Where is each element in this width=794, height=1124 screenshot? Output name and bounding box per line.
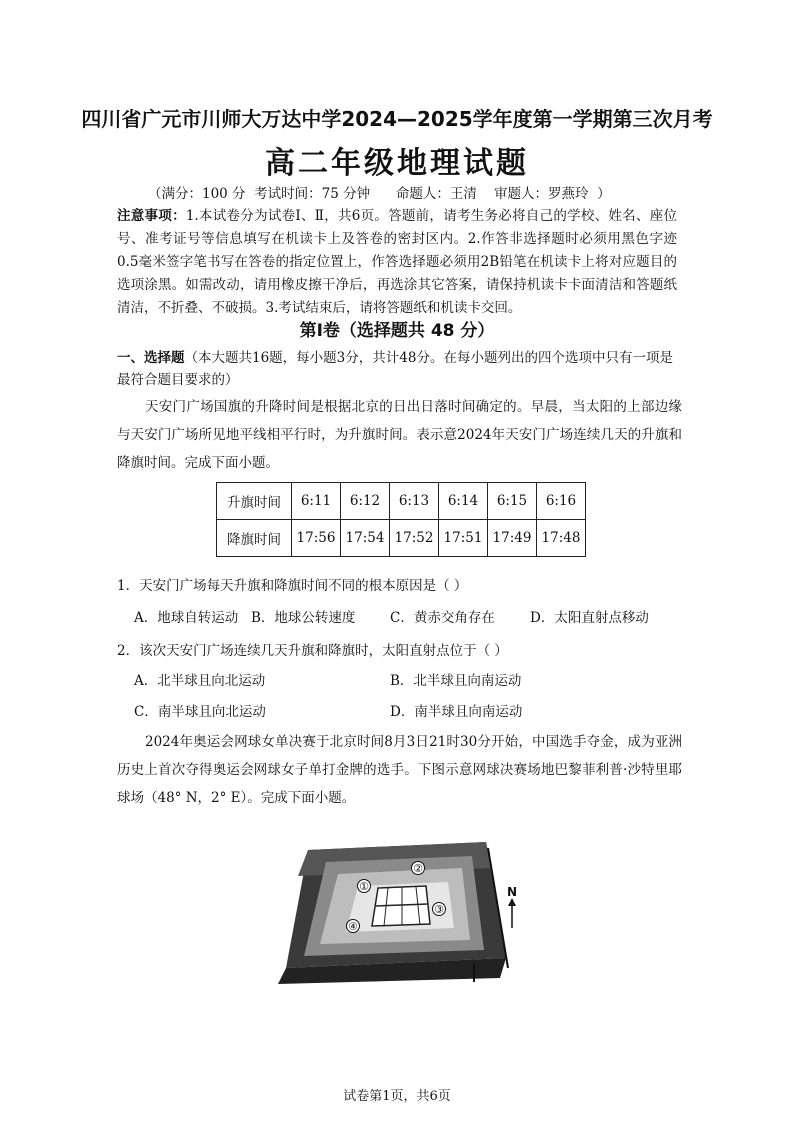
table-row xyxy=(217,483,586,520)
marker-2 xyxy=(412,862,425,876)
north-arrow-icon xyxy=(507,885,517,928)
question-2-option-b[interactable]: B．北半球且向南运动 xyxy=(390,673,522,689)
svg-text:②: ② xyxy=(413,862,423,875)
table-cell: 6:12 xyxy=(341,483,390,520)
question-1-option-c[interactable]: C．黄赤交角存在 xyxy=(390,610,495,626)
flag-time-table xyxy=(216,482,586,557)
intro-label: 一、选择题 xyxy=(117,350,185,366)
table-cell: 6:11 xyxy=(292,483,341,520)
exam-title: 高二年级地理试题 xyxy=(265,146,529,181)
school-title: 四川省广元市川师大万达中学2024—2025学年度第一学期第三次月考 xyxy=(81,107,713,131)
notice-label: 注意事项： xyxy=(117,208,186,224)
question-1-option-b[interactable]: B．地球公转速度 xyxy=(251,610,356,626)
question-1-stem: 1．天安门广场每天升旗和降旗时间不同的根本原因是（ ） xyxy=(117,578,468,594)
question-2-option-a[interactable]: A．北半球且向北运动 xyxy=(134,673,266,689)
table-cell: 17:52 xyxy=(390,520,439,557)
table-cell: 6:13 xyxy=(390,483,439,520)
marker-3 xyxy=(433,903,446,917)
stadium-illustration xyxy=(268,828,538,988)
intro-text: （本大题共16题，每小题3分，共计48分。在每小题列出的四个选项中只有一项是最符合题目要求的） xyxy=(117,350,673,388)
question-2-option-c[interactable]: C．南半球且向北运动 xyxy=(134,704,266,720)
marker-4 xyxy=(347,920,360,934)
passage-tennis: 2024年奥运会网球女单决赛于北京时间8月3日21时30分开始，中国选手夺金，成为亚洲历史上首次夺得奥运会网球女子单打金牌的选手。下图示意网球决赛场地巴黎菲利普·沙特里耶球场（48° N，2° E）。完成下面小题。 xyxy=(117,734,682,806)
section-intro xyxy=(117,347,682,391)
table-cell: 6:15 xyxy=(488,483,537,520)
table-cell: 17:48 xyxy=(537,520,586,557)
tennis-stadium-figure xyxy=(268,828,538,988)
table-cell: 17:54 xyxy=(341,520,390,557)
question-1-option-d[interactable]: D．太阳直射点移动 xyxy=(530,610,649,626)
exam-meta: （满分：100 分 考试时间：75 分钟 命题人：王清 审题人：罗燕玲 ） xyxy=(148,186,611,202)
svg-text:①: ① xyxy=(359,880,369,893)
svg-text:N: N xyxy=(506,885,518,899)
passage-flag: 天安门广场国旗的升降时间是根据北京的日出日落时间确定的。早晨，当太阳的上部边缘与天安门广场所见地平线相平行时，为升旗时间。表示意2024年天安门广场连续几天的升旗和降旗时间。完成下面小题。 xyxy=(117,399,682,471)
svg-text:③: ③ xyxy=(434,903,444,916)
notice-block xyxy=(117,205,677,320)
table-cell: 6:14 xyxy=(439,483,488,520)
table-cell: 6:16 xyxy=(537,483,586,520)
table-row-label: 升旗时间 xyxy=(217,483,292,520)
section-title: 第Ⅰ卷（选择题共 48 分） xyxy=(299,321,495,341)
question-2-stem: 2．该次天安门广场连续几天升旗和降旗时，太阳直射点位于（ ） xyxy=(117,643,508,659)
table-row xyxy=(217,520,586,557)
page-footer: 试卷第1页，共6页 xyxy=(343,1089,451,1104)
question-2-option-d[interactable]: D．南半球且向南运动 xyxy=(390,704,523,720)
table-row-label: 降旗时间 xyxy=(217,520,292,557)
notice-text: 1.本试卷分为试卷Ⅰ、Ⅱ，共6页。答题前，请考生务必将自己的学校、姓名、座位号、准考证号等信息填写在机读卡上及答卷的密封区内。2.作答非选择题时必须用黑色字迹0.5毫米签字笔书写在答卷的指定位置上，作答选择题必须用2B铅笔在机读卡上将对应题目的选项涂黑。如需改动，请用橡皮擦干净后，再选涂其它答案，请保持机读卡卡面清洁和答题纸清洁，不折叠、不破损。3.考试结束后，请将答题纸和机读卡交回。 xyxy=(117,208,677,316)
table-cell: 17:56 xyxy=(292,520,341,557)
table-cell: 17:51 xyxy=(439,520,488,557)
marker-1 xyxy=(358,880,371,894)
svg-text:④: ④ xyxy=(348,920,358,933)
question-1-option-a[interactable]: A．地球自转运动 xyxy=(134,610,239,626)
table-cell: 17:49 xyxy=(488,520,537,557)
